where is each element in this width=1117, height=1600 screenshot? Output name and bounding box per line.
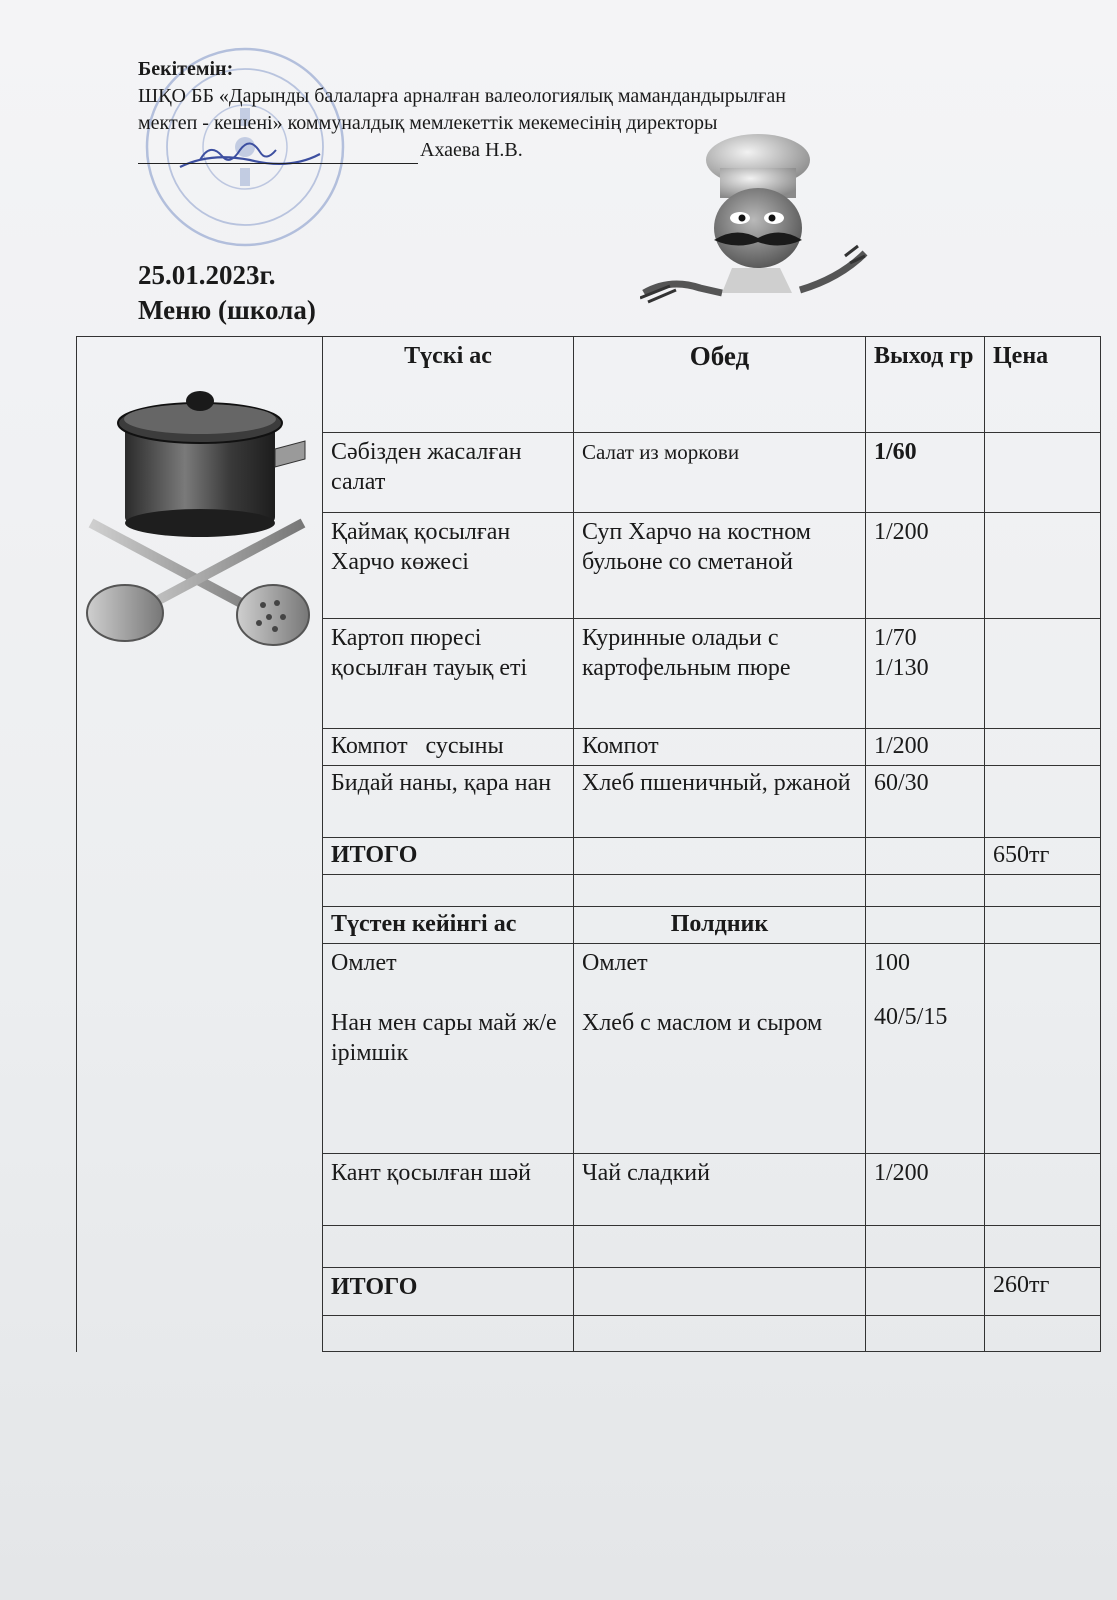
dish-price	[985, 619, 1101, 729]
dish-ru: Куринные оладьи с картофельным пюре	[574, 619, 866, 729]
dish-output: 1/60	[866, 433, 985, 513]
dish-output: 40/5/15	[874, 1004, 948, 1030]
dish-kz: Нан мен сары май ж/е ірімшік	[331, 1010, 557, 1066]
approval-title: Бекітемін:	[138, 58, 234, 80]
dish-output: 60/30	[866, 766, 985, 838]
approval-line-1: ШҚО ББ «Дарынды балаларға арналған валеологиялық мамандандырылған	[138, 85, 786, 107]
menu-table	[76, 336, 1101, 1352]
dish-kz: Сәбізден жасалған салат	[323, 433, 574, 513]
header-ru: Обед	[574, 337, 866, 433]
dish-price	[985, 729, 1101, 766]
dish-output: 1/200	[866, 729, 985, 766]
header-kz: Түскі ас	[323, 337, 574, 433]
chef-icon	[640, 128, 870, 313]
total-label: ИТОГО	[323, 1268, 574, 1316]
dish-ru: Хлеб пшеничный, ржаной	[574, 766, 866, 838]
snack-ru-cell	[574, 944, 866, 1154]
director-name: Ахаева Н.В.	[420, 139, 523, 161]
dish-ru: Суп Харчо на костном бульоне со сметаной	[574, 513, 866, 619]
dish-kz: Омлет	[331, 950, 397, 976]
dish-price	[985, 766, 1101, 838]
menu-date: 25.01.2023г.	[138, 260, 276, 290]
dish-ru: Салат из моркови	[574, 433, 866, 513]
illustration-cell	[77, 337, 323, 1352]
dish-kz: Компот сусыны	[323, 729, 574, 766]
dish-output: 1/200	[866, 1154, 985, 1226]
dish-output: 100	[874, 950, 910, 976]
snack-kz-cell	[323, 944, 574, 1154]
dish-price	[985, 433, 1101, 513]
dish-price	[985, 513, 1101, 619]
header-output: Выход гр	[866, 337, 985, 433]
dish-kz: Қаймақ қосылған Харчо көжесі	[323, 513, 574, 619]
table-header-row	[77, 337, 1101, 433]
dish-output: 1/200	[866, 513, 985, 619]
dish-kz: Картоп пюресі қосылған тауық еті	[323, 619, 574, 729]
total-price: 650тг	[985, 838, 1101, 875]
dish-ru: Компот	[574, 729, 866, 766]
snack-header-kz: Түстен кейінгі ас	[323, 907, 574, 944]
menu-title: Меню (школа)	[138, 295, 316, 325]
total-label: ИТОГО	[323, 838, 574, 875]
dish-ru: Чай сладкий	[574, 1154, 866, 1226]
snack-output-cell	[866, 944, 985, 1154]
date-block	[138, 258, 316, 328]
pot-ladles-icon	[85, 383, 315, 658]
header-price: Цена	[985, 337, 1101, 433]
approval-line-2: мектеп - кешені» коммуналдық мемлекеттік мекемесінің директоры	[138, 112, 718, 134]
dish-kz: Бидай наны, қара нан	[323, 766, 574, 838]
signature-line	[138, 143, 418, 164]
dish-ru: Хлеб с маслом и сыром	[582, 1010, 823, 1036]
total-price: 260тг	[985, 1268, 1101, 1316]
dish-ru: Омлет	[582, 950, 648, 976]
dish-output: 1/70 1/130	[866, 619, 985, 729]
snack-header-ru: Полдник	[574, 907, 866, 944]
dish-kz: Кант қосылған шәй	[323, 1154, 574, 1226]
